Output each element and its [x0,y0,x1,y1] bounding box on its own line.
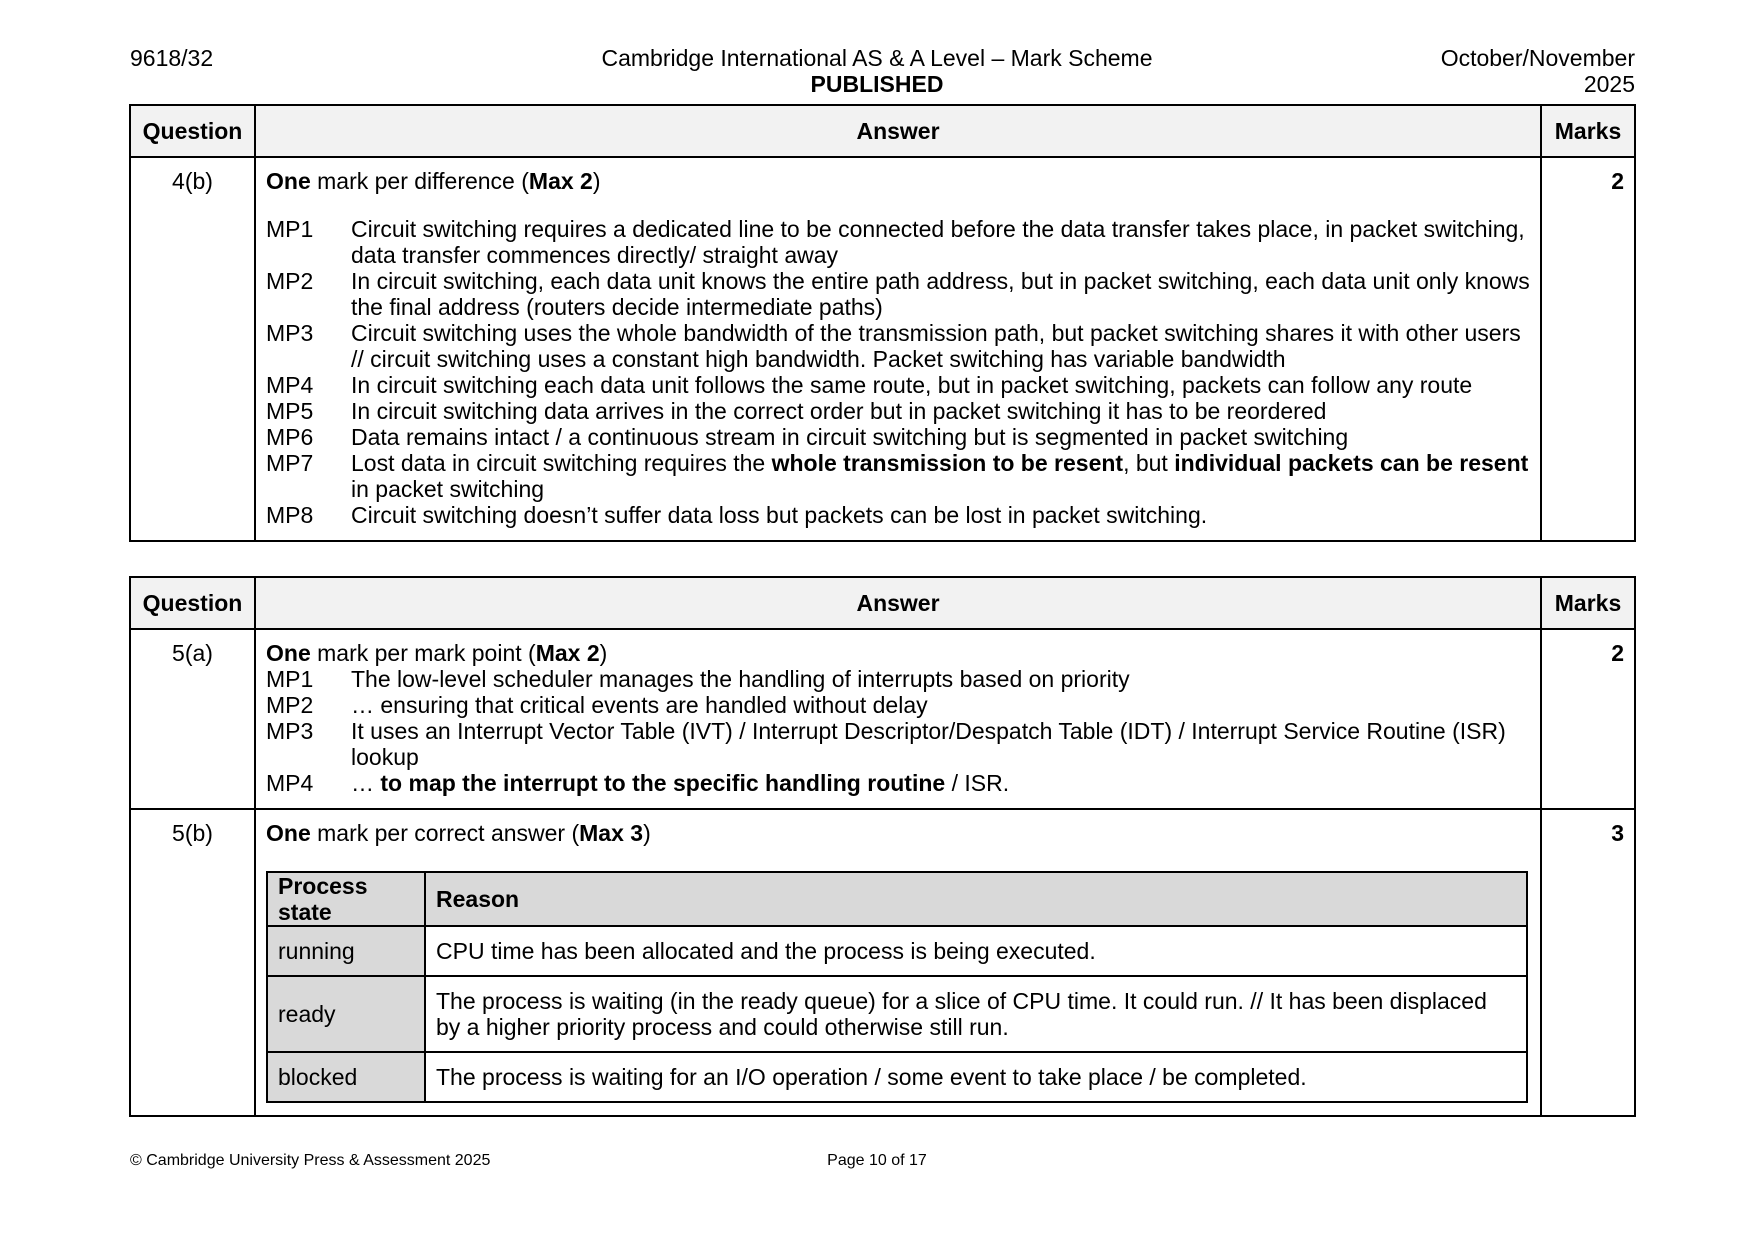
answer-column-header: Answer [255,577,1541,629]
marks-value: 2 [1541,629,1635,809]
question-column-header: Question [130,105,255,157]
answer-cell [255,157,1541,541]
question-column-header: Question [130,577,255,629]
published-label: PUBLISHED [810,71,944,97]
marking-instruction: One mark per correct answer (Max 3) [266,820,651,846]
mark-point: MP2 In circuit switching, each data unit knows the entire path address, but in packet switching, each data unit only knows the final address (routers decide intermediate paths) [266,268,1530,320]
reason-cell: The process is waiting for an I/O operation / some event to take place / be completed. [425,1052,1527,1102]
mark-point: MP5 In circuit switching data arrives in the correct order but in packet switching it has to be reordered [266,398,1327,424]
reason-column-header: Reason [425,872,1527,926]
mark-points-list [266,666,1530,796]
table-row-q4b [130,157,1635,541]
marks-column-header: Marks [1541,105,1635,157]
document-title: Cambridge International AS & A Level – Mark Scheme [601,45,1153,71]
mark-point: MP2 … ensuring that critical events are handled without delay [266,692,928,718]
table-row-q5b [130,809,1635,1116]
session-block [1441,45,1635,97]
process-state-header-row [267,872,1527,926]
answer-cell [255,809,1541,1116]
table-row-q5a [130,629,1635,809]
marking-instruction: One mark per difference (Max 2) [266,168,601,194]
mark-point: MP1 The low-level scheduler manages the handling of interrupts based on priority [266,666,1130,692]
mark-points-list [266,216,1530,528]
mark-scheme-table-q5 [129,576,1636,1117]
marks-value: 2 [1541,157,1635,541]
answer-column-header: Answer [255,105,1541,157]
paper-code: 9618/32 [130,45,214,71]
process-state-table [266,871,1528,1103]
process-state-column-header: Process state [267,872,425,926]
mark-point: MP4 … to map the interrupt to the specific handling routine / ISR. [266,770,1010,796]
answer-cell [255,629,1541,809]
mark-point: MP6 Data remains intact / a continuous stream in circuit switching but is segmented in packet switching [266,424,1349,450]
question-number: 5(a) [130,629,255,809]
mark-point: MP4 In circuit switching each data unit follows the same route, but in packet switching, packets can follow any route [266,372,1473,398]
table-header-row [130,577,1635,629]
marks-value: 3 [1541,809,1635,1116]
copyright-notice: © Cambridge University Press & Assessment 2025 [130,1152,491,1169]
mark-point: MP8 Circuit switching doesn’t suffer data loss but packets can be lost in packet switching. [266,502,1208,528]
mark-point: MP3 Circuit switching uses the whole bandwidth of the transmission path, but packet switching shares it with other users // circuit switching uses a constant high bandwidth. Packet switching has variable bandwidth [266,320,1521,372]
mark-point: MP7 Lost data in circuit switching requires the whole transmission to be resent, but individual packets can be resent in packet switching [266,450,1529,502]
reason-cell: The process is waiting (in the ready queue) for a slice of CPU time. It could run. // It has been displaced by a higher priority process and could otherwise still run. [425,976,1527,1052]
table-row [267,976,1527,1052]
question-number: 5(b) [130,809,255,1116]
page-number: Page 10 of 17 [827,1152,927,1169]
marks-column-header: Marks [1541,577,1635,629]
marking-instruction: One mark per mark point (Max 2) [266,640,608,666]
mark-point: MP1 Circuit switching requires a dedicated line to be connected before the data transfer takes place, in packet switching, data transfer commences directly/ straight away [266,216,1525,268]
table-row [267,1052,1527,1102]
process-state-cell: blocked [267,1052,425,1102]
mark-scheme-table-q4 [129,104,1636,542]
process-state-cell: running [267,926,425,976]
table-row [267,926,1527,976]
session-year: 2025 [1583,71,1635,97]
mark-point: MP3 It uses an Interrupt Vector Table (IVT) / Interrupt Descriptor/Despatch Table (IDT) / Interrupt Service Routine (ISR) lookup [266,718,1506,770]
session-season: October/November [1440,45,1635,71]
table-header-row [130,105,1635,157]
reason-cell: CPU time has been allocated and the process is being executed. [425,926,1527,976]
process-state-cell: ready [267,976,425,1052]
question-number: 4(b) [130,157,255,541]
